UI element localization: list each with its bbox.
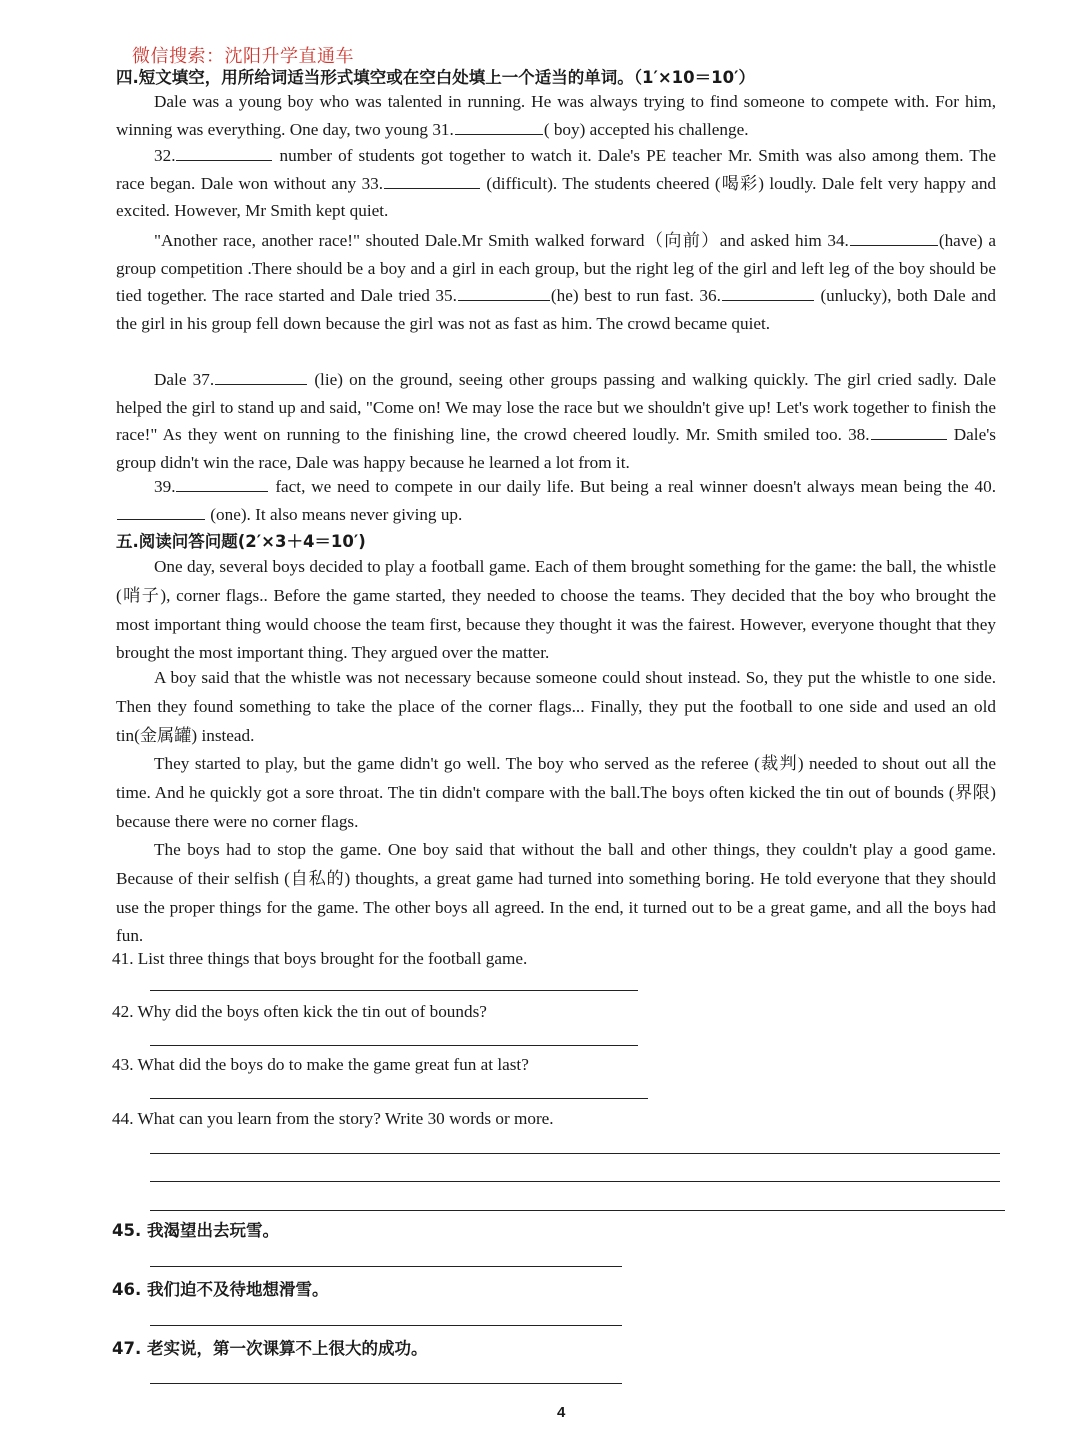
blank-37[interactable] <box>215 368 307 385</box>
blank-32[interactable] <box>176 144 272 161</box>
reading-paragraph-3: They started to play, but the game didn't go well. The boy who served as the referee (裁判) needed to shout out all the time. And he quickly got a sore throat. The tin didn't compare with the ball.The boys often kicked the tin out of bounds (界限) because there were no corner flags. <box>116 754 996 831</box>
blank-38[interactable] <box>871 423 947 440</box>
blank-36[interactable] <box>722 284 814 301</box>
reading-paragraph-2: A boy said that the whistle was not necessary because someone could shout instead. So, they put the whistle to one side. Then they found something to take the place of the corner flags... Finally, they put the football to one side and used an old tin(金属罐) instead. <box>116 668 996 745</box>
blank-40[interactable] <box>117 503 205 520</box>
section-5-title: 五.阅读问答问题(2′×3＋4＝10′) <box>116 532 366 551</box>
question-47: 47. 老实说，第一次课算不上很大的成功。 <box>112 1339 428 1358</box>
section-4-title: 四.短文填空，用所给词适当形式填空或在空白处填上一个适当的单词。（1′×10＝10′） <box>116 68 755 87</box>
answer-line-47[interactable] <box>150 1383 622 1384</box>
blank-33[interactable] <box>384 172 480 189</box>
answer-line-45[interactable] <box>150 1266 622 1267</box>
cloze-paragraph-5: 39. fact, we need to compete in our daily life. But being a real winner doesn't always mean being the 40. (one). It also means never giving up. <box>116 473 996 528</box>
answer-line-42[interactable] <box>150 1045 638 1046</box>
answer-line-43[interactable] <box>150 1098 648 1099</box>
cloze-paragraph-1: Dale was a young boy who was talented in running. He was always trying to find someone to compete with. For him, winning was everything. One day, two young 31. ( boy) accepted his challenge. <box>116 92 996 139</box>
page-number: 4 <box>557 1404 566 1421</box>
blank-39[interactable] <box>176 475 268 492</box>
reading-paragraph-4: The boys had to stop the game. One boy said that without the ball and other things, they couldn't play a good game. Because of their selfish (自私的) thoughts, a great game had turned into something boring. He told everyone that they should use the proper things for the game. The other boys all agreed. In the end, it turned out to be a great game, and all the boys had fun. <box>116 840 996 946</box>
blank-35[interactable] <box>458 284 550 301</box>
blank-34[interactable] <box>850 229 938 246</box>
question-45: 45. 我渴望出去玩雪。 <box>112 1221 279 1240</box>
cloze-paragraph-4: Dale 37. (lie) on the ground, seeing other groups passing and walking quickly. The girl cried sadly. Dale helped the girl to stand up and said, "Come on! We may lose the race but we shouldn't give up! Let's work together to finish the race!" As they went on running to the finishing line, the crowd cheered loudly. Mr. Smith smiled too. 38. Dale's group didn't win the race, Dale was happy because he learned a lot from it. <box>116 370 996 472</box>
blank-31[interactable] <box>455 118 543 135</box>
answer-line-44b[interactable] <box>150 1181 1000 1182</box>
question-42: 42. Why did the boys often kick the tin out of bounds? <box>112 1002 487 1021</box>
question-46: 46. 我们迫不及待地想滑雪。 <box>112 1280 329 1299</box>
question-41: 41. List three things that boys brought for the football game. <box>112 949 528 968</box>
answer-line-44a[interactable] <box>150 1153 1000 1154</box>
cloze-paragraph-2: 32. number of students got together to watch it. Dale's PE teacher Mr. Smith was also among them. The race began. Dale won without any 33. (difficult). The students cheered (喝彩) loudly. Dale felt very happy and excited. However, Mr Smith kept quiet. <box>116 146 997 221</box>
question-44: 44. What can you learn from the story? Write 30 words or more. <box>112 1109 554 1128</box>
answer-line-41[interactable] <box>150 990 638 991</box>
answer-line-44c[interactable] <box>150 1210 1005 1211</box>
question-43: 43. What did the boys do to make the game great fun at last? <box>112 1055 529 1074</box>
watermark: 微信搜索：沈阳升学直通车 <box>132 46 354 67</box>
cloze-paragraph-3: "Another race, another race!" shouted Dale.Mr Smith walked forward（向前）and asked him 34. (have) a group competition .There should be a boy and a girl in each group, but the right leg of the girl and left leg of the boy should be tied together. The race started and Dale tried 35. (he) best to run fast. 36. (unlucky), both Dale and the girl in his group fell down because the girl was not as fast as him. The crowd became quiet. <box>116 231 997 333</box>
answer-line-46[interactable] <box>150 1325 622 1326</box>
reading-paragraph-1: One day, several boys decided to play a football game. Each of them brought something for the game: the ball, the whistle (哨子), corner flags.. Before the game started, they needed to choose the teams. They decided that the boy who brought the most important thing would choose the team first, because they thought it was the fairest. However, everyone thought that they brought the most important thing. They argued over the matter. <box>116 557 996 663</box>
